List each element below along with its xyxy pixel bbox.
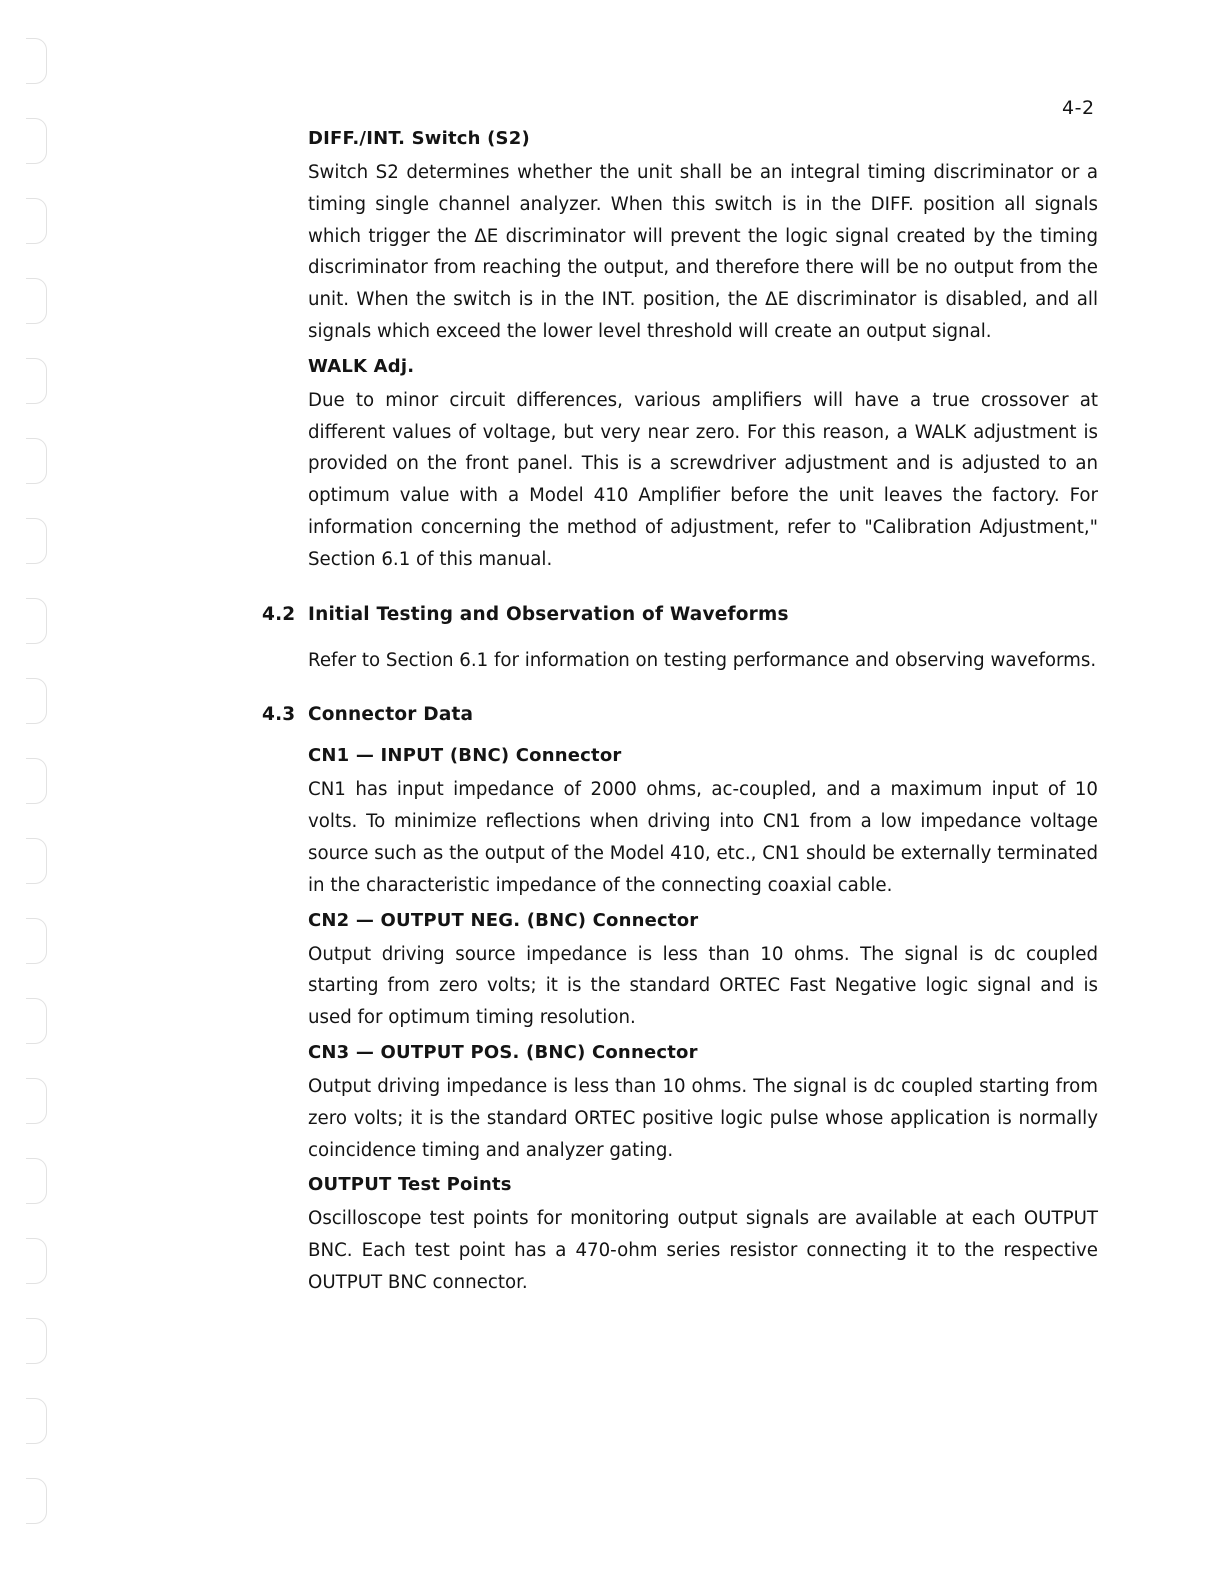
punch-hole [26, 598, 47, 644]
punch-hole [26, 1238, 47, 1284]
punch-hole [26, 918, 47, 964]
cn1-heading: CN1 — INPUT (BNC) Connector [308, 745, 622, 767]
cn2-heading: CN2 — OUTPUT NEG. (BNC) Connector [308, 909, 699, 931]
section-4-3-heading [262, 704, 1098, 725]
page-number: 4-2 [1062, 97, 1095, 119]
page-content [262, 128, 1098, 1299]
punch-hole [26, 438, 47, 484]
section-title: Initial Testing and Observation of Waveforms [308, 603, 789, 625]
cn3-paragraph: Output driving impedance is less than 10 ohms. The signal is dc coupled starting from zero volts; it is the standard ORTEC positive logic pulse whose application is normally coincidence timing and analyzer gating. [308, 1075, 1098, 1161]
output-test-points-paragraph: Oscilloscope test points for monitoring output signals are available at each OUTPUT BNC. Each test point has a 470-ohm series resistor connecting it to the respective OUTPUT BNC connector. [308, 1208, 1098, 1293]
punch-hole [26, 1078, 47, 1124]
punch-hole [26, 1318, 47, 1364]
binding-holes [0, 0, 60, 1589]
section-number: 4.2 [262, 603, 296, 625]
punch-hole [26, 518, 47, 564]
punch-hole [26, 198, 47, 244]
punch-hole [26, 678, 47, 724]
punch-hole [26, 38, 47, 84]
walk-adj-heading: WALK Adj. [308, 355, 415, 377]
punch-hole [26, 118, 47, 164]
punch-hole [26, 358, 47, 404]
section-title: Connector Data [308, 704, 474, 726]
punch-hole [26, 1158, 47, 1204]
punch-hole [26, 278, 47, 324]
section-number: 4.3 [262, 704, 296, 726]
section-4-2-heading [262, 604, 1098, 625]
cn3-heading: CN3 — OUTPUT POS. (BNC) Connector [308, 1041, 698, 1063]
punch-hole [26, 1398, 47, 1444]
section-4-2-paragraph: Refer to Section 6.1 for information on testing performance and observing waveforms. [308, 649, 1097, 671]
cn1-paragraph: CN1 has input impedance of 2000 ohms, ac-coupled, and a maximum input of 10 volts. To minimize reflections when driving into CN1 from a low impedance voltage source such as the output of the Model 410, etc., CN1 should be externally terminated in the characteristic impedance of the connecting coaxial cable. [308, 779, 1098, 896]
output-test-points-heading: OUTPUT Test Points [308, 1174, 512, 1196]
punch-hole [26, 1478, 47, 1524]
punch-hole [26, 758, 47, 804]
cn2-paragraph: Output driving source impedance is less than 10 ohms. The signal is dc coupled starting from zero volts; it is the standard ORTEC Fast Negative logic signal and is used for optimum timing resolution. [308, 943, 1098, 1029]
diff-int-switch-heading: DIFF./INT. Switch (S2) [308, 128, 530, 149]
punch-hole [26, 838, 47, 884]
walk-adj-paragraph: Due to minor circuit differences, various amplifiers will have a true crossover at different values of voltage, but very near zero. For this reason, a WALK adjustment is provided on the front panel. This is a screwdriver adjustment and is adjusted to an optimum value with a Model 410 Amplifier before the unit leaves the factory. For information concerning the method of adjustment, refer to "Calibration Adjustment," Section 6.1 of this manual. [308, 389, 1098, 570]
diff-int-switch-paragraph: Switch S2 determines whether the unit shall be an integral timing discriminator or a timing single channel analyzer. When this switch is in the DIFF. position all signals which trigger the ΔE discriminator will prevent the logic signal created by the timing discriminator from reaching the output, and therefore there will be no output from the unit. When the switch is in the INT. position, the ΔE discriminator is disabled, and all signals which exceed the lower level threshold will create an output signal. [308, 162, 1098, 342]
punch-hole [26, 998, 47, 1044]
